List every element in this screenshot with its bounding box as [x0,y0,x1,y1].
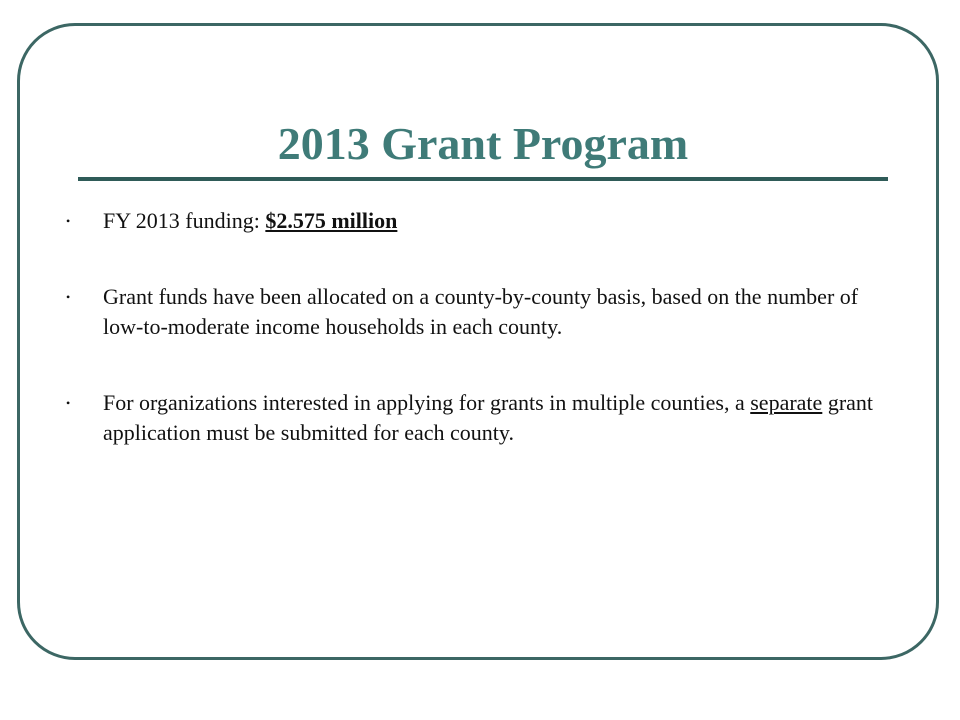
funding-amount: $2.575 million [265,208,398,233]
multi-county-lead: For organizations interested in applying for grants in multiple counties, a [103,390,751,415]
multi-county-tail: grant application must be submitted for each county. [103,390,874,445]
allocation-text: Grant funds have been allocated on a county-by-county basis, based on the number of low-to-moderate income households in each county. [103,284,859,339]
bullet-funding [66,206,886,236]
title-underline-rule [78,177,888,181]
funding-label: FY 2013 funding: [103,208,266,233]
slide-title: 2013 Grant Program [277,118,689,169]
bullet-dot-icon: • [66,396,71,410]
bullet-list [66,206,886,448]
bullet-multiple-counties [66,388,886,448]
bullet-allocation [66,282,886,342]
bullet-dot-icon: • [66,290,71,304]
bullet-dot-icon: • [66,214,71,228]
separate-emphasis: separate [750,390,823,415]
